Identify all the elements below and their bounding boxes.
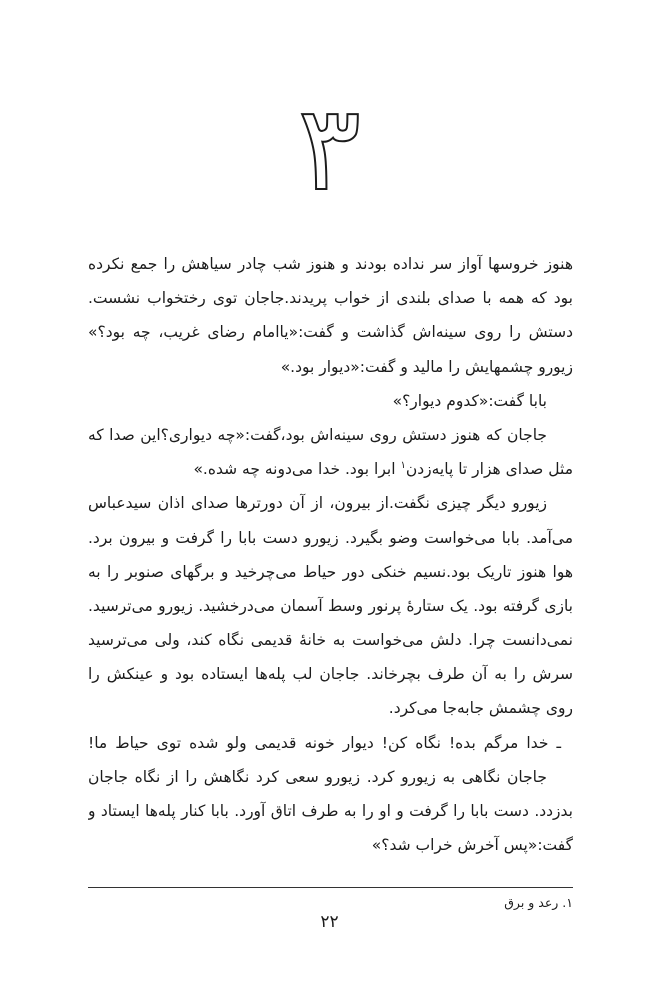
chapter-number: ۳ <box>297 79 362 217</box>
footnote-reference: ۱ <box>400 459 406 471</box>
text-line: زیورو چشمهایش را مالید و گفت:«دیوار بود.» <box>280 357 573 376</box>
footnote-divider <box>88 887 573 888</box>
footnote: ۱. رعد و برق <box>504 895 573 910</box>
text-line: جاجان نگاهی به زیورو کرد. زیورو سعی کرد نگاهش را از نگاه جاجان <box>88 767 547 786</box>
text-line: هوا هنوز تاریک بود.نسیم خنکی دور حیاط می‌چرخید و برگهای صنوبر را به <box>88 562 573 581</box>
text-line: دستش را روی سینه‌اش گذاشت و گفت:«یاامام رضای غریب، چه بود؟» <box>88 323 573 342</box>
text-line: بابا گفت:«کدوم دیوار؟» <box>392 391 547 410</box>
page-number: ۲۲ <box>320 912 339 932</box>
text-line: بود که همه با صدای بلندی از خواب پریدند.جاجان توی رختخواب نشست. <box>88 289 573 308</box>
text-line: هنوز خروسها آواز سر نداده بودند و هنوز شب چادر سیاهش را جمع نکرده <box>88 255 573 273</box>
text-line: می‌آمد. بابا می‌خواست وضو بگیرد. زیورو دست بابا را گرفت و بیرون برد. <box>88 528 573 547</box>
text-line: زیورو دیگر چیزی نگفت.از بیرون، از آن دورترها صدای اذان سیدعباس <box>88 494 547 513</box>
text-line: بازی گرفته بود. یک ستارهٔ پرنور وسط آسمان می‌درخشید. زیورو می‌ترسید. <box>88 596 573 615</box>
text-line <box>88 452 573 486</box>
text-line: سرش را به آن طرف بچرخاند. جاجان لب پله‌ها ایستاده بود و عینکش را <box>88 665 573 684</box>
text-line: جاجان که هنوز دستش روی سینه‌اش بود،گفت:«چه دیواری؟این صدا که <box>88 425 547 444</box>
text-line: ـ خدا مرگم بده! نگاه کن! دیوار خونه قدیمی ولو شده توی حیاط ما! <box>88 733 561 752</box>
body-text <box>88 247 573 862</box>
text-line: بدزدد. دست بابا را گرفت و او را به طرف اتاق آورد. بابا کنار پله‌ها ایستاد و <box>88 802 573 820</box>
text-fragment: ابرا بود. خدا می‌دونه چه شده.» <box>193 460 396 479</box>
text-line: گفت:«پس آخرش خراب شد؟» <box>371 836 573 855</box>
text-line: نمی‌دانست چرا. دلش می‌خواست به خانهٔ قدیمی نگاه کند، ولی می‌ترسید <box>88 631 573 650</box>
text-line: روی چشمش جابه‌جا می‌کرد. <box>388 699 573 718</box>
text-fragment: مثل صدای هزار تا پایه‌زدن <box>405 460 573 479</box>
